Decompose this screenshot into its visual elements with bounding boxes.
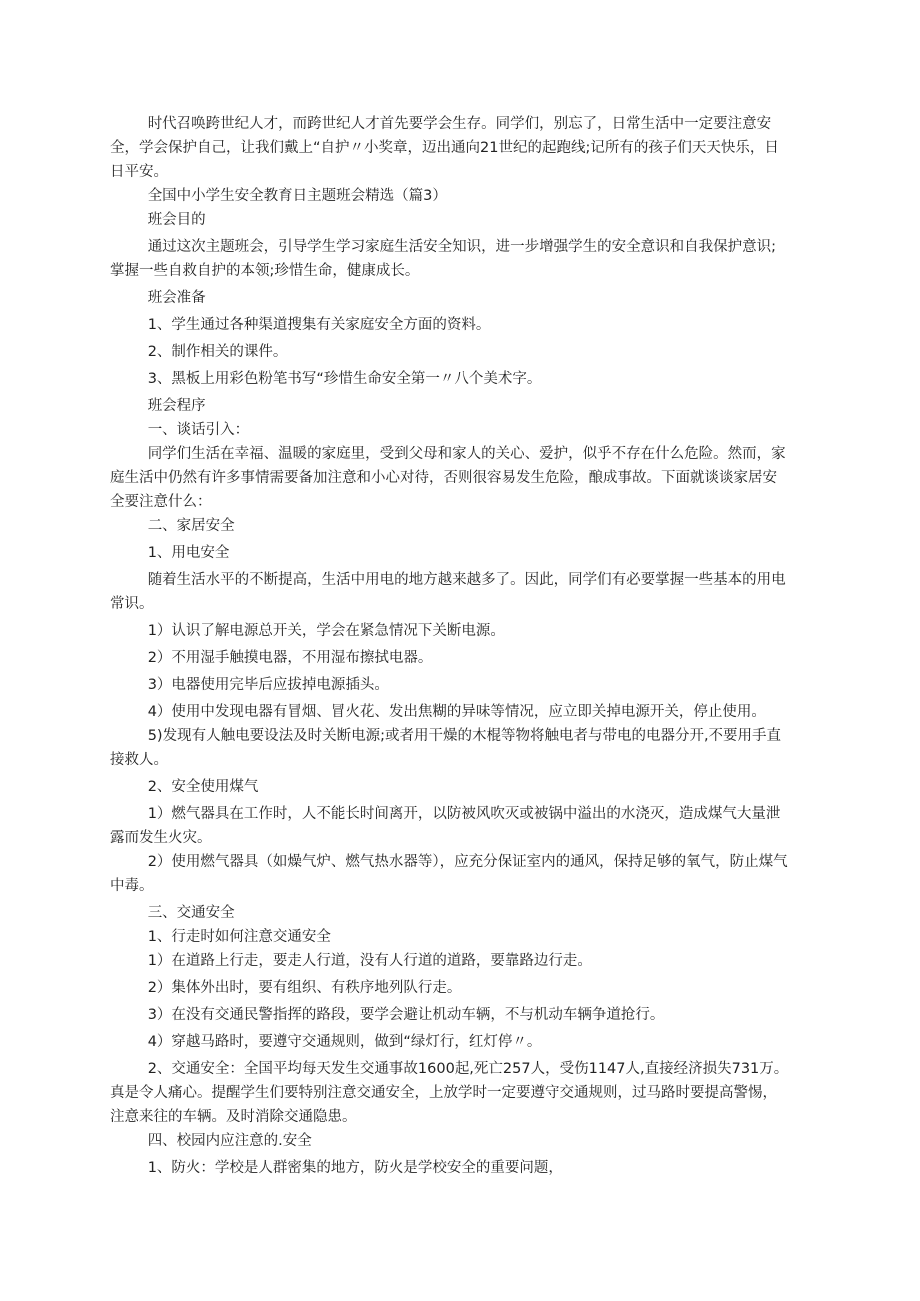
intro-paragraph: 同学们生活在幸福、温暖的家庭里，受到父母和家人的关心、爱护，似乎不存在什么危险。然而，家庭生活中仍然有许多事情需要备加注意和小心对待，否则很容易发生危险，酿成事故。下面就谈谈家居安全要注意什么： (110, 446, 786, 510)
walking-item-1: 1）在道路上行走，要走人行道，没有人行道的道路，要靠路边行走。 (147, 953, 592, 969)
purpose-paragraph: 通过这次主题班会，引导学生学习家庭生活安全知识，进一步增强学生的安全意识和自我保护意识;掌握一些自救自护的本领;珍惜生命，健康成长。 (110, 239, 777, 279)
article-title: 全国中小学生安全教育日主题班会精选（篇3） (147, 188, 447, 204)
gas-item-1: 1）燃气器具在工作时，人不能长时间离开，以防被风吹灭或被锅中溢出的水浇灭，造成煤气大量泄露而发生火灾。 (110, 806, 781, 846)
electricity-item-4: 4）使用中发现电器有冒烟、冒火花、发出焦糊的异味等情况，应立即关掉电源开关，停止使用。 (147, 704, 766, 720)
gas-item-2: 2）使用燃气器具（如燥气炉、燃气热水器等），应充分保证室内的通风，保持足够的氧气，防止煤气中毒。 (110, 854, 788, 894)
gas-safety-heading: 2、安全使用煤气 (147, 779, 259, 795)
document-body (110, 112, 790, 1180)
section-heading-purpose: 班会目的 (147, 212, 206, 228)
fire-prevention-paragraph: 1、防火：学校是人群密集的地方，防火是学校安全的重要问题， (147, 1160, 563, 1176)
electricity-safety-heading: 1、用电安全 (147, 545, 230, 561)
walking-item-3: 3）在没有交通民警指挥的路段，要学会避让机动车辆，不与机动车辆争道抢行。 (147, 1007, 665, 1023)
section-heading-procedure: 班会程序 (147, 398, 206, 414)
walking-item-2: 2）集体外出时，要有组织、有秩序地列队行走。 (147, 980, 462, 996)
electricity-item-2: 2）不用湿手触摸电器，不用湿布擦拭电器。 (147, 650, 433, 666)
procedure-step-1-heading: 一、谈话引入： (147, 422, 250, 438)
preparation-item-1: 1、学生通过各种渠道搜集有关家庭安全方面的资料。 (147, 317, 491, 333)
closing-paragraph: 时代召唤跨世纪人才，而跨世纪人才首先要学会生存。同学们，别忘了，日常生活中一定要注意安全，学会保护自己，让我们戴上“自护〃小奖章，迈出通向21世纪的起跑线;记所有的孩子们天天快乐，日日平安。 (110, 116, 779, 180)
procedure-step-2-heading: 二、家居安全 (147, 518, 235, 534)
electricity-item-3: 3）电器使用完毕后应拔掉电源插头。 (147, 677, 389, 693)
preparation-item-3: 3、黑板上用彩色粉笔书写“珍惜生命安全第一〃八个美术字。 (147, 371, 542, 387)
electricity-item-1: 1）认识了解电源总开关，学会在紧急情况下关断电源。 (147, 623, 505, 639)
walking-item-4: 4）穿越马路时，要遵守交通规则，做到“绿灯行，红灯停〃。 (147, 1034, 542, 1050)
electricity-item-5: 5)发现有人触电要设法及时关断电源;或者用干燥的木棍等物将触电者与带电的电器分开,不要用手直接救人。 (110, 728, 782, 768)
procedure-step-3-heading: 三、交通安全 (147, 905, 235, 921)
section-heading-preparation: 班会准备 (147, 290, 206, 306)
traffic-statistics-paragraph: 2、交通安全：全国平均每天发生交通事故1600起,死亡257人，受伤1147人,直接经济损失731万。真是令人痛心。提醒学生们要特别注意交通安全，上放学时一定要遵守交通规则，过马路时要提高警惕，注意来往的车辆。及时消除交通隐患。 (110, 1061, 789, 1125)
electricity-intro-paragraph: 随着生活水平的不断提高，生活中用电的地方越来越多了。因此，同学们有必要掌握一些基本的用电常识。 (110, 572, 786, 612)
procedure-step-4-heading: 四、校园内应注意的.安全 (147, 1133, 312, 1149)
preparation-item-2: 2、制作相关的课件。 (147, 344, 288, 360)
walking-safety-heading: 1、行走时如何注意交通安全 (147, 929, 331, 945)
